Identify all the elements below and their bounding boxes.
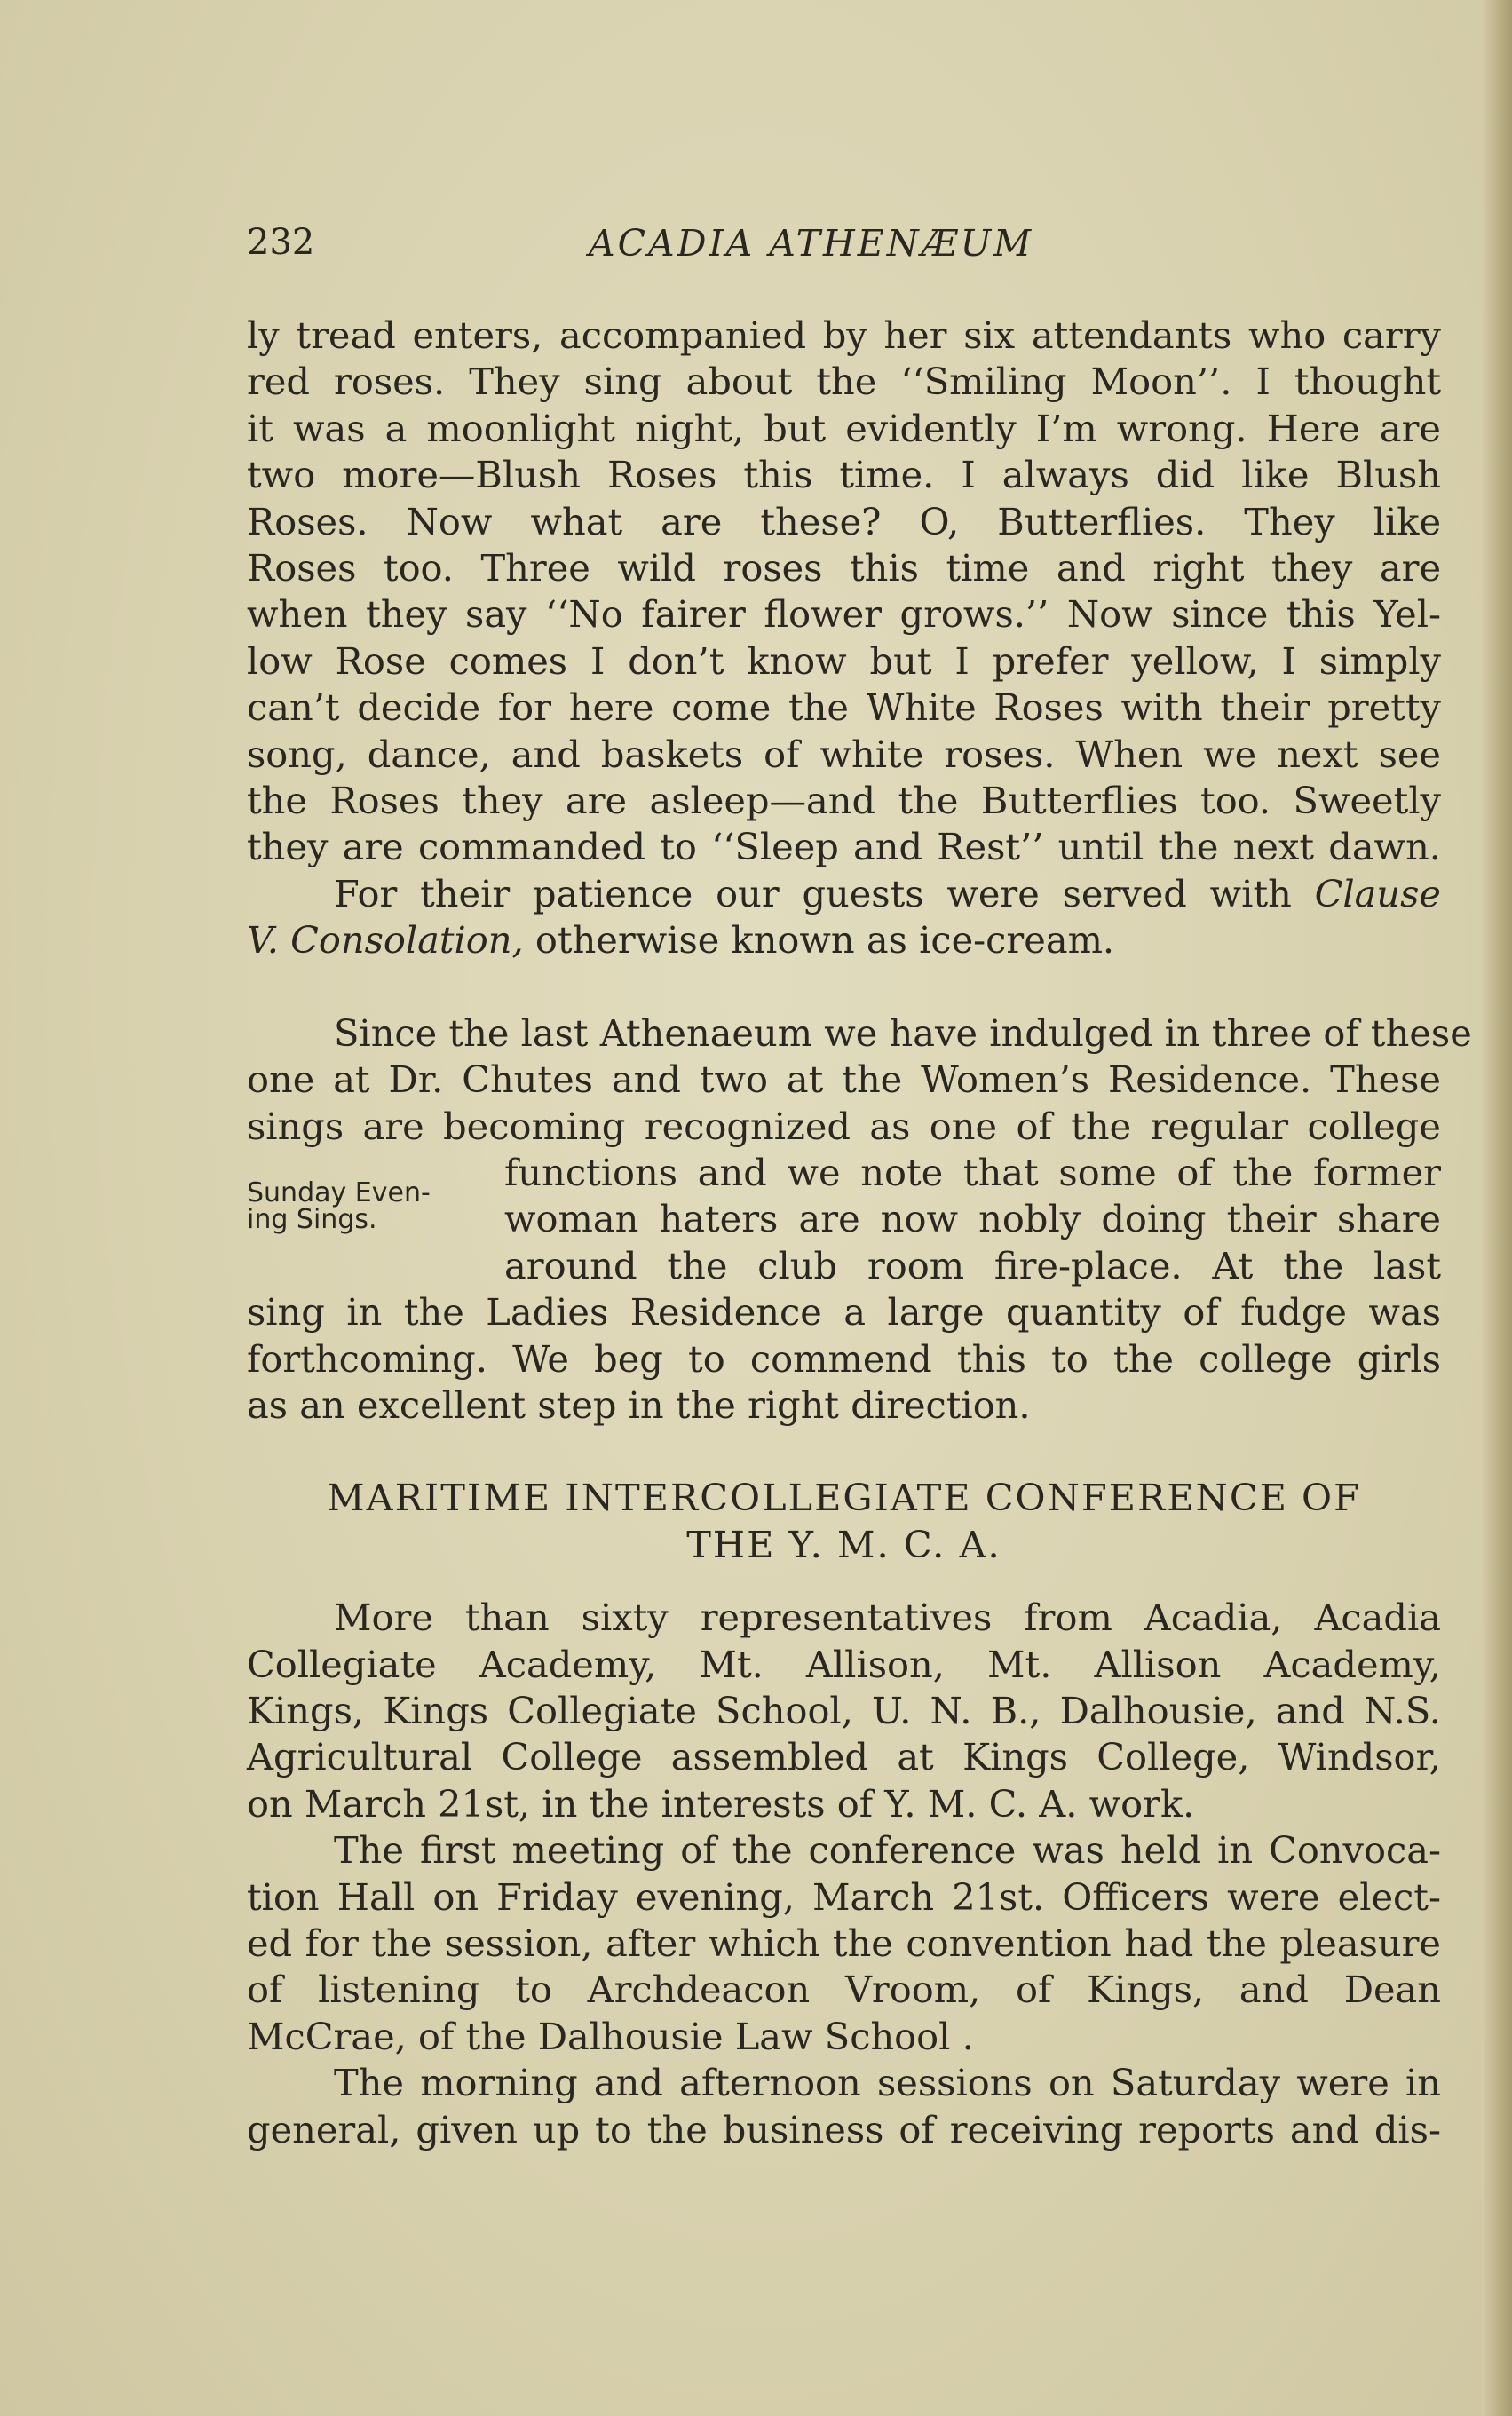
text-line: forthcoming. We beg to commend this to the college girls [247, 1336, 1441, 1381]
paragraph-ymca-sessions [247, 2060, 1441, 2153]
text-line: the Roses they are asleep—and the Butterflies too. Sweetly [247, 779, 1441, 823]
text-line [247, 917, 1441, 963]
text-line: ed for the session, after which the convention had the pleasure [247, 1921, 1441, 1965]
section-heading [247, 1475, 1441, 1568]
text-line: tion Hall on Friday evening, March 21st. Officers were elect- [247, 1874, 1441, 1919]
text-line: when they say ‘‘No fairer flower grows.’’ Now since this Yel- [247, 592, 1441, 637]
text-line: functions and we note that some of the former [504, 1150, 1441, 1194]
text-line [247, 871, 1441, 917]
text-fragment: For their patience our guests were served with [334, 871, 1292, 915]
section-gap [247, 964, 1441, 1010]
sunday-sings-section [247, 1010, 1472, 1430]
text-line: woman haters are now nobly doing their share [504, 1197, 1441, 1241]
text-line: Since the last Athenaeum we have indulged in three of these [334, 1010, 1472, 1055]
text-line: Collegiate Academy, Mt. Allison, Mt. Allison Academy, [247, 1642, 1441, 1686]
text-line: Roses too. Three wild roses this time and right they are [247, 546, 1441, 590]
section-gap [247, 1429, 1441, 1475]
paragraph-sunday-sings-end [247, 1289, 1441, 1429]
margin-note [247, 1176, 431, 1235]
text-fragment: otherwise known as ice-cream. [534, 918, 1115, 962]
italic-text: V. Consolation, [247, 918, 524, 962]
heading-line: MARITIME INTERCOLLEGIATE CONFERENCE OF [327, 1476, 1361, 1520]
text-line: More than sixty representatives from Acadia, Acadia [334, 1596, 1441, 1640]
paragraph-sunday-sings-narrow [247, 1150, 1441, 1289]
text-line: it was a moonlight night, but evidently I’m wrong. Here are [247, 406, 1441, 450]
section-gap [247, 1568, 1441, 1595]
text-line: they are commanded to ‘‘Sleep and Rest’’ until the next dawn. [247, 825, 1441, 869]
paragraph-ymca-representatives [247, 1595, 1441, 1827]
text-line: sing in the Ladies Residence a large quantity of fudge was [247, 1290, 1441, 1335]
text-line: around the club room fire-place. At the last [504, 1243, 1441, 1287]
text-line: red roses. They sing about the ‘‘Smiling Moon’’. I thought [247, 360, 1441, 404]
text-line: two more—Blush Roses this time. I always did like Blush [247, 453, 1441, 497]
text-line: song, dance, and baskets of white roses. When we next see [247, 732, 1441, 776]
text-line: sings are becoming recognized as one of the regular college [247, 1104, 1441, 1148]
page-edge-shadow [1482, 0, 1512, 2416]
paragraph-ymca-first-meeting [247, 1827, 1441, 2060]
text-line: general, given up to the business of receiving reports and dis- [247, 2107, 1441, 2151]
text-line: Agricultural College assembled at Kings College, Windsor, [247, 1735, 1441, 1779]
text-line: Roses. Now what are these? O, Butterflies. They like [247, 499, 1441, 543]
text-line: on March 21st, in the interests of Y. M. C. A. work. [247, 1781, 1195, 1826]
running-title: ACADIA ATHENÆUM [589, 222, 1034, 265]
paragraph-roses [247, 313, 1441, 871]
text-line: Kings, Kings Collegiate School, U. N. B., Dalhousie, and N.S. [247, 1688, 1441, 1732]
text-line: as an excellent step in the right direction. [247, 1382, 1031, 1427]
heading-line: THE Y. M. C. A. [686, 1522, 1001, 1566]
text-line: ly tread enters, accompanied by her six attendants who carry [247, 313, 1441, 357]
text-line: McCrae, of the Dalhousie Law School . [247, 2014, 974, 2058]
margin-note-line: ing Sings. [247, 1203, 377, 1235]
text-line: The first meeting of the conference was held in Convoca- [334, 1828, 1441, 1873]
body-text [247, 313, 1472, 2153]
paragraph-consolation [247, 871, 1441, 964]
text-line: one at Dr. Chutes and two at the Women’s Residence. These [247, 1057, 1441, 1102]
margin-note-line: Sunday Even- [247, 1176, 431, 1208]
italic-text: Clause [1314, 871, 1441, 915]
paragraph-sunday-sings [247, 1010, 1472, 1150]
text-line: of listening to Archdeacon Vroom, of Kings, and Dean [247, 1968, 1441, 2012]
text-line: The morning and afternoon sessions on Saturday were in [334, 2061, 1441, 2105]
page-header [247, 222, 1441, 275]
text-line: can’t decide for here come the White Roses with their pretty [247, 685, 1441, 730]
page-number: 232 [247, 222, 315, 263]
text-line: low Rose comes I don’t know but I prefer yellow, I simply [247, 638, 1441, 683]
